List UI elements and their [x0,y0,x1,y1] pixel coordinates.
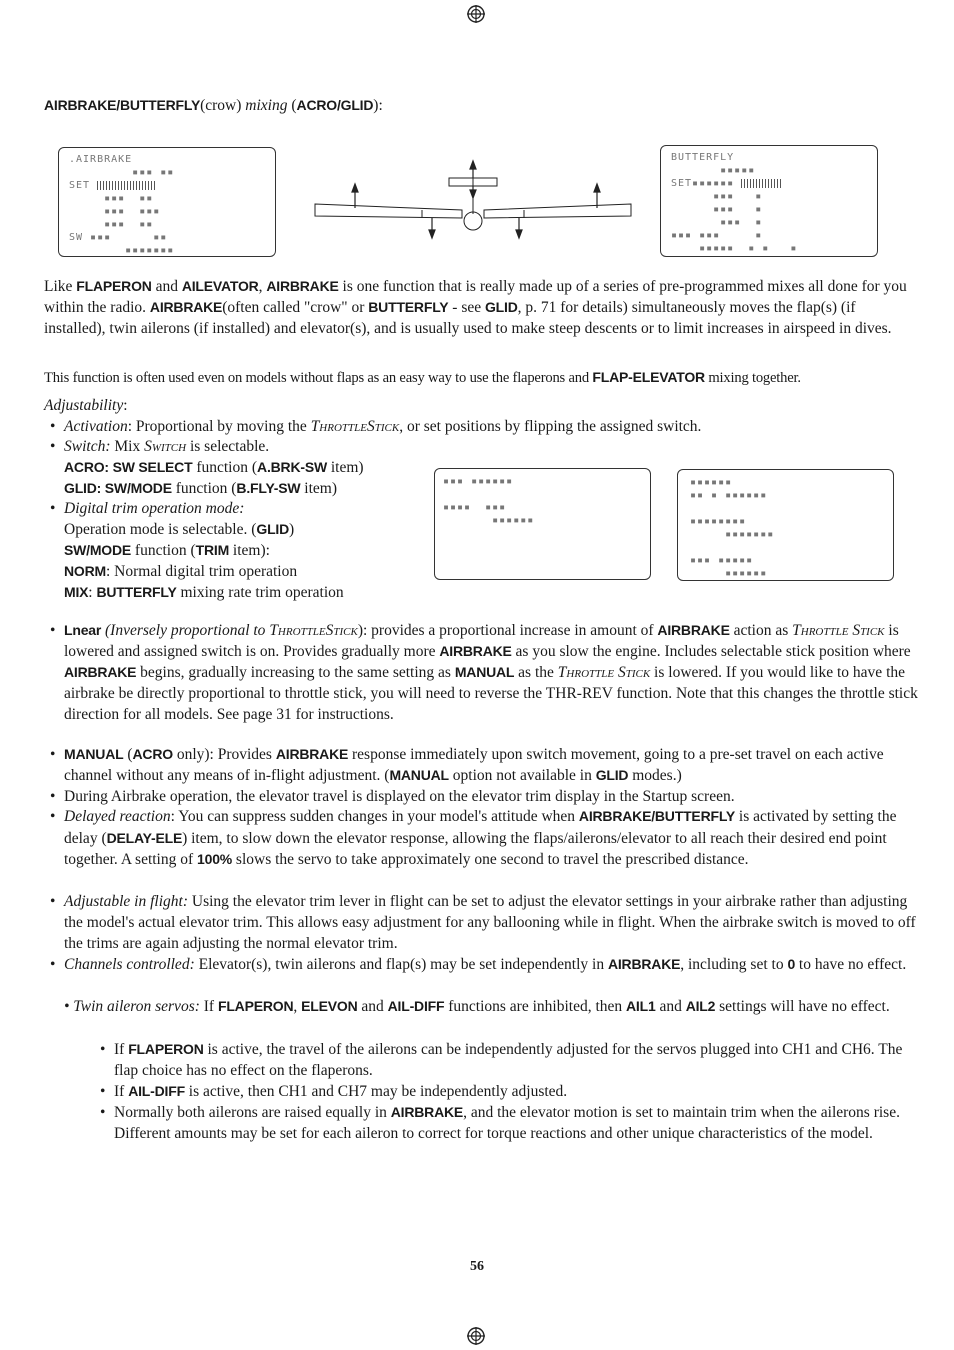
text-run: Elevator(s), twin ailerons and flap(s) may be set independently in [194,956,608,973]
text-run: (Inversely proportional to [101,622,270,639]
text-run: mixing rate trim operation [176,584,344,601]
keyword: 0 [787,956,796,972]
keyword: DELAY-ELE [106,829,183,846]
keyword: AIRBRAKE [607,956,681,972]
text-run: is one function that is really made up of a series of pre-programmed mixes all done for you within the radio. [44,278,907,316]
text-run: , [258,278,267,295]
keyword: ACRO [132,746,173,762]
registration-mark-icon [466,1326,486,1346]
text-run: function ( [131,542,196,559]
keyword: MANUAL [454,664,515,680]
lcd-screen-icon: ▪▪▪ ▪▪▪▪▪▪ ▪▪▪▪ ▪▪▪ ▪▪▪▪▪▪ [434,468,651,580]
text-run: : You can suppress sudden changes in your model's attitude when [170,808,579,825]
heading-mixing: mixing [245,97,288,114]
twin-aileron-note [64,996,920,1017]
text-run: mixing together. [704,370,801,386]
text-run: Mix [110,438,145,455]
text-run: only): Provides [172,746,276,763]
sub-bullet-flaperon: • If FLAPERON is active, the travel of the ailerons can be independently adjusted for the servos plugged into CH1 and CH6. The flap choice has no effect on the flaperons. [100,1041,903,1079]
keyword: GLID [256,521,290,537]
bullet-trim-mode: • Digital trim operation mode: Operation mode is selectable. (GLID) SW/MODE function (TRIM item): NORM: Normal digital trim operation MIX: BUTTERFLY mixing rate trim operation [50,500,344,601]
text-run: , including set to [680,956,788,973]
registration-mark-icon [466,4,486,24]
text-run: modes.) [628,767,682,784]
lcd-screen-icon: BUTTERFLY ▪▪▪▪▪ SET▪▪▪▪▪▪ ▪▪▪ ▪ ▪▪▪ ▪ ▪▪▪ ▪ ▪▪▪ ▪▪▪ ▪ ▪▪▪▪▪ ▪ ▪ ▪ [660,145,878,257]
lcd-screen-icon: ▪▪▪▪▪▪ ▪▪ ▪ ▪▪▪▪▪▪ ▪▪▪▪▪▪▪▪ ▪▪▪▪▪▪▪ ▪▪▪ ▪▪▪▪▪ ▪▪▪▪▪▪ [677,469,894,581]
keyword: BUTTERFLY [368,299,449,315]
bullet-label: Adjustable in flight: [64,893,188,910]
heading-colon: ): [373,97,383,114]
text-run: Operation mode is selectable. ( [64,521,257,538]
keyword: B.FLY-SW [236,480,301,496]
text-run: : Normal digital trim operation [105,563,298,580]
text-run: function ( [171,480,237,497]
text-run: Normally both ailerons are raised equally in [114,1104,391,1121]
bullet-during: • During Airbrake operation, the elevator travel is displayed on the elevator trim display in the Startup screen. [50,786,920,807]
text-run: is lowered. If you would like to have the airbrake be directly proportional to throttle stick, you will need to reverse the THR-REV function. Note that this changes the throttle stick direction for all models. See page 31 for instructions. [64,664,918,723]
keyword: AIRBRAKE [275,746,349,762]
keyword: FLAP-ELEVATOR [592,369,705,385]
keyword: GLID: SW/MODE [64,480,172,496]
small-caps-term: Throttle Stick [557,664,651,681]
text-run: functions are inhibited, then [444,998,627,1015]
keyword: ACRO: SW SELECT [64,459,193,475]
text-run: item) [300,480,338,497]
text-run: : Proportional by moving the [127,418,311,435]
text-run: : [88,584,97,601]
text-run: Using the elevator trim lever in flight can be set to adjust the elevator settings in your airbrake rather than adjusting the model's actual elevator trim. This allows easy adjustment for any ballooning while in flight. When the airbrake switch is moved to off the trims are again adjusting the normal elevator trim. [64,893,916,952]
bullet-adjustable: • Adjustable in flight: Using the elevator trim lever in flight can be set to adjust the elevator settings in your airbrake rather than adjusting the model's actual elevator trim. This allows easy adjustment for any ballooning while in flight. When the airbrake switch is moved to off the trims are again adjusting the normal elevator trim. [50,893,916,952]
text-run: and [151,278,182,295]
keyword: AIL-DIFF [387,998,445,1014]
keyword: AIRBRAKE [390,1104,464,1120]
bullet-label: Activation [64,418,128,435]
text-run: is active, then CH1 and CH7 may be independently adjusted. [184,1083,568,1100]
bullet-delayed: • Delayed reaction: You can suppress sudden changes in your model's attitude when AIRBRAKE/BUTTERFLY is activated by setting the delay (DELAY-ELE) item, to slow down the elevator response, allowing the flaps/ailerons/elevator to all reach their desired end point together. A setting of 100% slows the servo to take approximately one second to travel the prescribed distance. [50,808,897,868]
text-run: During Airbrake operation, the elevator travel is displayed on the elevator trim display in the Startup screen. [64,788,735,805]
keyword: GLID [484,299,518,315]
bullet-label: Switch: [64,438,111,455]
text-run: function ( [192,459,258,476]
text-run: Like [44,278,77,295]
text-run: , and the elevator motion is set to maintain trim when the ailerons rise. Different amounts may be set for each aileron to correct for torque reactions and other unique characteristics of the model. [114,1104,900,1142]
keyword: SW/MODE [64,542,132,558]
text-run: If [114,1041,129,1058]
keyword: MIX [64,584,89,600]
text-run: is selectable. [186,438,270,455]
text-run: begins, gradually increasing to the same setting as [136,664,455,681]
text-run: as the [514,664,558,681]
text-run: ): provides a proportional increase in amount of [357,622,658,639]
text-run: and [357,998,388,1015]
text-run: This function is often used even on models without flaps as an easy way to use the flaperons and [44,370,593,386]
keyword: MANUAL [389,767,449,783]
keyword: AIL2 [685,998,716,1014]
keyword: FLAPERON [76,278,152,294]
text-run: option not available in [448,767,596,784]
text-run: response immediately upon switch movement, going to a pre-set travel on each active channel without any means of in-flight adjustment. ( [64,746,884,784]
keyword: TRIM [195,542,230,558]
text-run: , [293,998,302,1015]
bullet-label: • Twin aileron servos: [64,998,200,1015]
text-run: settings will have no effect. [715,998,890,1015]
keyword: A.BRK-SW [257,459,327,475]
text-run: ) [289,521,295,538]
keyword: AIRBRAKE [439,643,512,659]
text-run: and [655,998,686,1015]
keyword: 100% [197,851,233,867]
keyword: AIRBRAKE [266,278,339,294]
keyword: ELEVON [301,998,358,1014]
small-caps-term: ThrottleStick [269,622,358,639]
text-run: If [114,1083,129,1100]
text-run: ) item, to slow down the elevator response, allowing the flaps/ailerons/elevator to all reach their desired end point together. A setting of [64,829,887,868]
keyword: FLAPERON [128,1041,204,1057]
bullet-label: Channels controlled: [64,956,195,973]
keyword: GLID [595,767,629,783]
keyword: AIRBRAKE [64,664,137,680]
text-run: as you slow the engine. Includes selectable stick position where [511,643,911,660]
bullet-manual: • MANUAL (ACRO only): Provides AIRBRAKE response immediately upon switch movement, going to a pre-set travel on each active channel without any means of in-flight adjustment. (MANUAL option not available in GLID modes.) [50,746,884,784]
keyword: AIRBRAKE/BUTTERFLY [578,808,736,824]
keyword: AIRBRAKE [149,299,223,315]
page-number: 56 [470,1259,484,1274]
text-run: is activated by setting the delay ( [64,808,897,847]
text-run: slows the servo to take approximately one second to travel the prescribed distance. [232,851,749,868]
sub-bullet-ail-diff: • If AIL-DIFF is active, then CH1 and CH7 may be independently adjusted. [100,1083,568,1100]
heading-crow: (crow) [200,97,242,114]
text-run: (often called "crow" or [222,299,369,316]
keyword: AIL1 [626,998,656,1014]
lcd-screen-icon: .AIRBRAKE ▪▪▪ ▪▪ SET ▪▪▪ ▪▪ ▪▪▪ ▪▪▪ ▪▪▪ ▪▪ SW ▪▪▪ ▪▪ ▪▪▪▪▪▪▪ [58,147,276,257]
intro-paragraph-2 [44,367,920,389]
text-run: item): [229,542,270,559]
section-heading: AIRBRAKE/BUTTERFLY(crow) mixing (ACRO/GLID): [44,97,383,114]
keyword: AIRBRAKE [657,622,730,638]
small-caps-term: Switch [144,438,187,455]
keyword: NORM [64,563,106,579]
text-run: is active, the travel of the ailerons can be independently adjusted for the servos plugged into CH1 and CH6. The flap choice has no effect on the flaperons. [114,1041,903,1079]
bullet-label: Delayed reaction [64,808,171,825]
adjustability-text: Adjustability [44,397,124,414]
heading-title: AIRBRAKE/BUTTERFLY [44,97,201,113]
text-run: is lowered and assigned switch is on. Provides gradually more [64,622,899,660]
keyword: MANUAL [64,746,124,762]
small-caps-term: Throttle Stick [792,622,885,639]
text-run: , p. 71 for details) simultaneously moves the flap(s) (if installed), twin ailerons (if installed) and elevator(s), and is usually used to make steep descents or to limit increases in airspeed in dives. [44,299,892,337]
sub-bullet-normally: • Normally both ailerons are raised equally in AIRBRAKE, and the elevator motion is set to maintain trim when the ailerons rise. Different amounts may be set for each aileron to correct for torque reactions and other unique characteristics of the model. [100,1104,900,1142]
text-run: item) [326,459,364,476]
text-run: ( [123,746,133,763]
bullet-label: Digital trim operation mode: [64,500,245,517]
bullet-linear: • Lnear (Inversely proportional to ThrottleStick): provides a proportional increase in amount of AIRBRAKE action as Throttle Stick is lowered and assigned switch is on. Provides gradually more AIRBRAKE as you slow the engine. Includes selectable stick position where AIRBRAKE begins, gradually increasing to the same setting as MANUAL as the Throttle Stick is lowered. If you would like to have the airbrake be directly proportional to throttle stick, you will need to reverse the THR-REV function. Note that this changes the throttle stick direction for all models. See page 31 for instructions. [50,622,918,723]
bullet-switch: • Switch: Mix Switch is selectable. ACRO: SW SELECT function (A.BRK-SW item) GLID: SW/MODE function (B.FLY-SW item) [50,438,364,497]
text-run: , or set positions by flipping the assigned switch. [399,418,702,435]
keyword: BUTTERFLY [96,584,177,600]
small-caps-term: ThrottleStick [310,418,400,435]
text-run: action as [729,622,793,639]
keyword: Lnear [64,622,102,638]
bullet-channels: • Channels controlled: Elevator(s), twin ailerons and flap(s) may be set independently in AIRBRAKE, including set to 0 to have no effect. [50,956,907,973]
text-run: to have no effect. [795,956,907,973]
keyword: FLAPERON [217,998,294,1014]
adjustability-label: Adjustability: [44,397,128,414]
intro-paragraph [44,276,920,339]
heading-mode: ACRO/GLID [296,97,374,113]
bullet-activation: • Activation: Proportional by moving the ThrottleStick, or set positions by flipping the assigned switch. [50,418,702,435]
text-run: - see [448,299,485,316]
airplane-diagram-icon [312,158,634,240]
text-run: If [199,998,218,1015]
keyword: AIL-DIFF [128,1083,185,1099]
keyword: AILEVATOR [181,278,259,294]
